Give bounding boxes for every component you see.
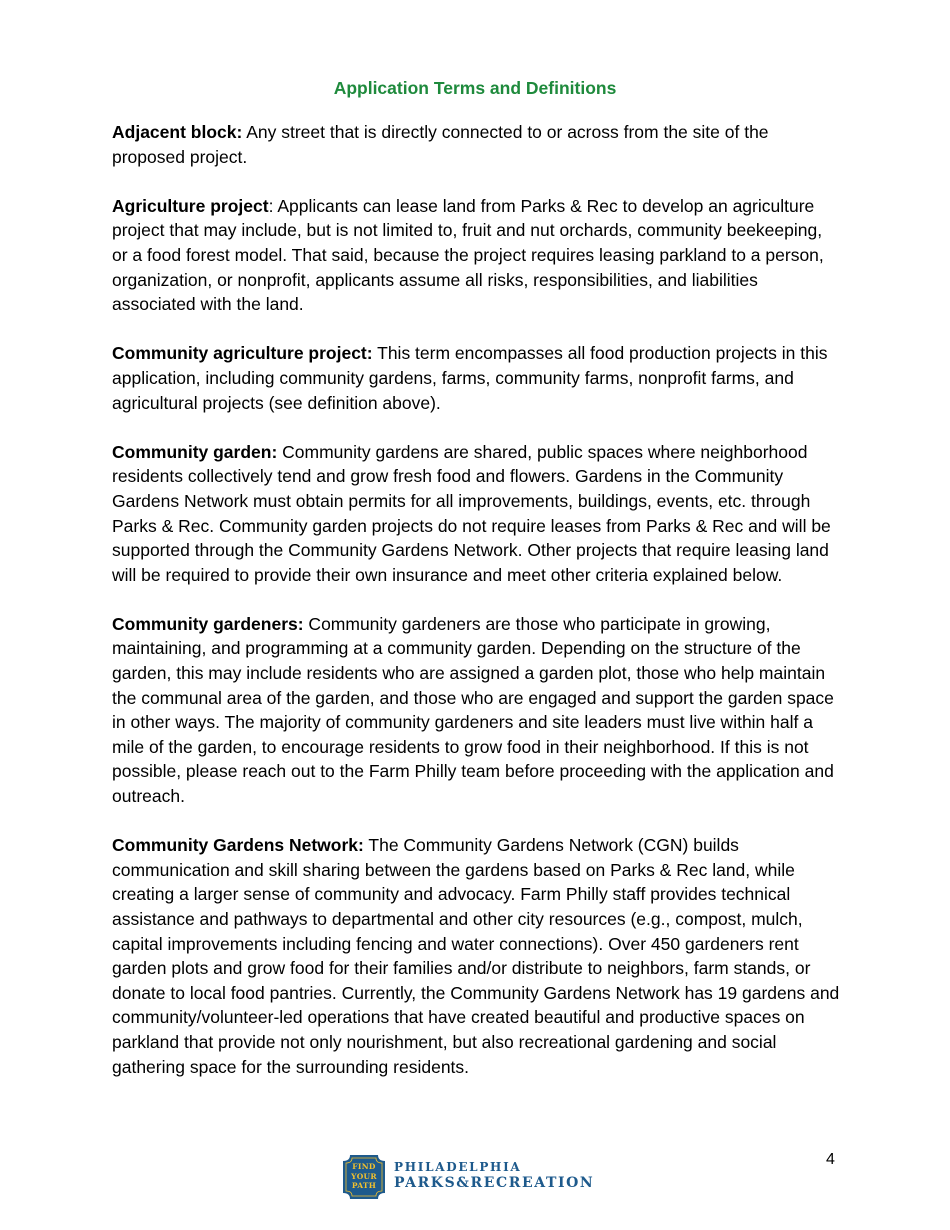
definition-text: Any street that is directly connected to or across from the site of the proposed project. [112, 122, 769, 167]
definition-term: Community garden: [112, 441, 278, 462]
definitions-list [112, 120, 842, 1104]
definition-text: This term encompasses all food production projects in this application, including community gardens, farms, community farms, nonprofit farms, and agricultural projects (see definition above). [112, 343, 828, 413]
badge-line-find: FIND [352, 1162, 376, 1171]
definition-term: Community Gardens Network: [112, 835, 364, 856]
parks-recreation-logo [342, 1154, 622, 1200]
org-name-line2: PARKS&RECREATION [394, 1175, 595, 1191]
definition-text: Community gardeners are those who participate in growing, maintaining, and programming at a community garden. Depending on the structure of the garden, this may include residents who are assigned a garden plot, those who help maintain the communal area of the garden, and those who are engaged and support the garden space in other ways. The majority of community gardeners and site leaders must live within half a mile of the garden, to encourage residents to grow food in their neighborhood. If this is not possible, please reach out to the Farm Philly team before proceeding with the application and outreach. [112, 613, 834, 807]
definition-term: Agriculture project [112, 195, 269, 216]
definition-text: : Applicants can lease land from Parks & Rec to develop an agriculture project that may include, but is not limited to, fruit and nut orchards, community beekeeping, or a food forest model. That said, because the project requires leasing parkland to a person, organization, or nonprofit, applicants assume all risks, responsibilities, and liabilities associated with the land. [112, 195, 824, 315]
org-name [394, 1160, 594, 1192]
definition-text: Community gardens are shared, public spaces where neighborhood residents collectively tend and grow fresh food and flowers. Gardens in the Community Gardens Network must obtain permits for all improvements, buildings, events, etc. through Parks & Rec. Community garden projects do not require leases from Parks & Rec and will be supported through the Community Gardens Network. Other projects that require leasing land will be required to provide their own insurance and meet other criteria explained below. [112, 441, 831, 585]
org-name-line1: PHILADELPHIA [394, 1160, 522, 1174]
definition-adjacent-block [112, 120, 842, 169]
badge-text [342, 1162, 386, 1191]
definition-term: Community agriculture project: [112, 343, 373, 364]
definition-community-agriculture-project [112, 341, 842, 415]
definition-agriculture-project [112, 194, 842, 317]
page-title: Application Terms and Definitions [333, 78, 617, 98]
definition-text: The Community Gardens Network (CGN) builds communication and skill sharing between the gardens based on Parks & Rec land, while creating a larger sense of community and advocacy. Farm Philly staff provides technical assistance and pathways to departmental and other city resources (e.g., compost, mulch, capital improvements including fencing and water connections). Over 450 gardeners rent garden plots and grow food for their families and/or distribute to neighbors, farm stands, or donate to local food pantries. Currently, the Community Gardens Network has 19 gardens and community/volunteer-led operations that have created beautiful and productive spaces on parkland that provide not only nourishment, but also recreational gardening and social gathering space for the surrounding residents. [112, 835, 840, 1077]
badge-line-path: PATH [351, 1181, 377, 1190]
definition-community-garden [112, 440, 842, 588]
definition-community-gardens-network [112, 833, 842, 1079]
page-number: 4 [826, 1151, 835, 1168]
definition-term: Community gardeners: [112, 613, 304, 634]
badge-line-your: YOUR [351, 1171, 377, 1181]
definition-community-gardeners [112, 612, 842, 809]
definition-term: Adjacent block: [112, 122, 243, 142]
